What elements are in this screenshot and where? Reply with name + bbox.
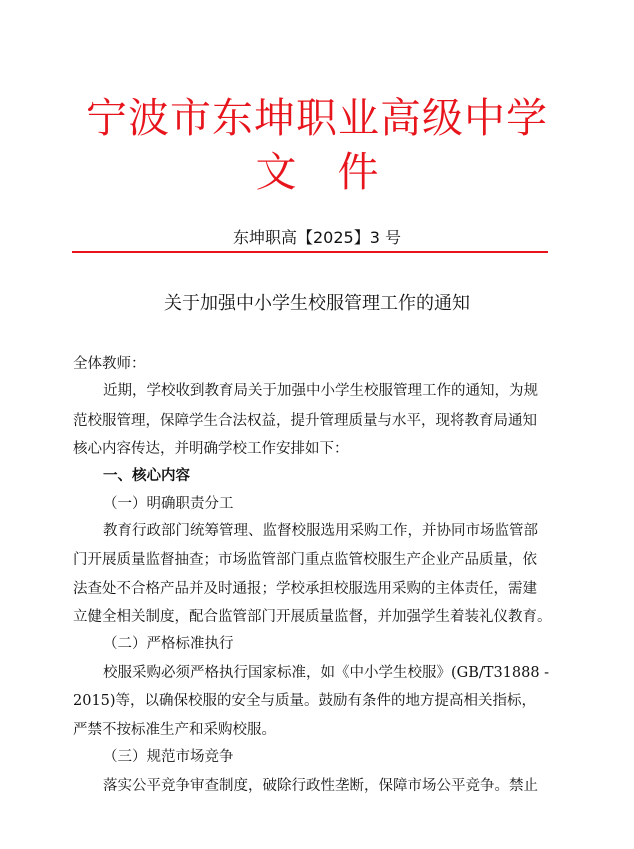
document-number: 东坤职高【2025】3 号 xyxy=(233,228,401,247)
salutation: 全体教师： xyxy=(73,356,146,372)
subsection-1-line-3: 法查处不合格产品并及时通报；学校承担校服选用采购的主体责任，需建 xyxy=(73,581,537,597)
subsection-1-line-1: 教育行政部门统筹管理、监督校服选用采购工作，并协同市场监管部 xyxy=(103,523,538,539)
subsection-1-line-2: 门开展质量监督抽查；市场监管部门重点监管校服生产企业产品质量，依 xyxy=(73,552,537,568)
red-separator-line xyxy=(72,251,548,253)
intro-line-3: 核心内容传达，并明确学校工作安排如下： xyxy=(73,441,349,457)
subsection-3-line-1: 落实公平竞争审查制度，破除行政性垄断，保障市场公平竞争。禁止 xyxy=(103,778,538,794)
intro-line-2: 范校服管理，保障学生合法权益，提升管理质量与水平，现将教育局通知 xyxy=(73,413,537,429)
intro-line-1: 近期，学校收到教育局关于加强中小学生校服管理工作的通知，为规 xyxy=(103,383,538,399)
issuer-title: 宁波市东坤职业高级中学 xyxy=(86,94,548,142)
subsection-2-line-3: 严禁不按标准生产和采购校服。 xyxy=(73,722,276,738)
notice-subject: 关于加强中小学生校服管理工作的通知 xyxy=(164,293,470,314)
subsection-1-line-4: 立健全相关制度，配合监管部门开展质量监督，并加强学生着装礼仪教育。 xyxy=(73,609,552,625)
subsection-heading-3: （三）规范市场竞争 xyxy=(103,749,234,765)
subsection-2-line-1: 校服采购必须严格执行国家标准，如《中小学生校服》(GB/T31888 - xyxy=(103,665,550,681)
section-heading-core-content: 一、核心内容 xyxy=(103,468,190,484)
subsection-2-line-2: 2015)等，以确保校服的安全与质量。鼓励有条件的地方提高相关指标， xyxy=(73,693,537,709)
subsection-heading-1: （一）明确职责分工 xyxy=(103,496,234,512)
subsection-heading-2: （二）严格标准执行 xyxy=(103,636,234,652)
document-type-title: 文 件 xyxy=(255,148,379,196)
